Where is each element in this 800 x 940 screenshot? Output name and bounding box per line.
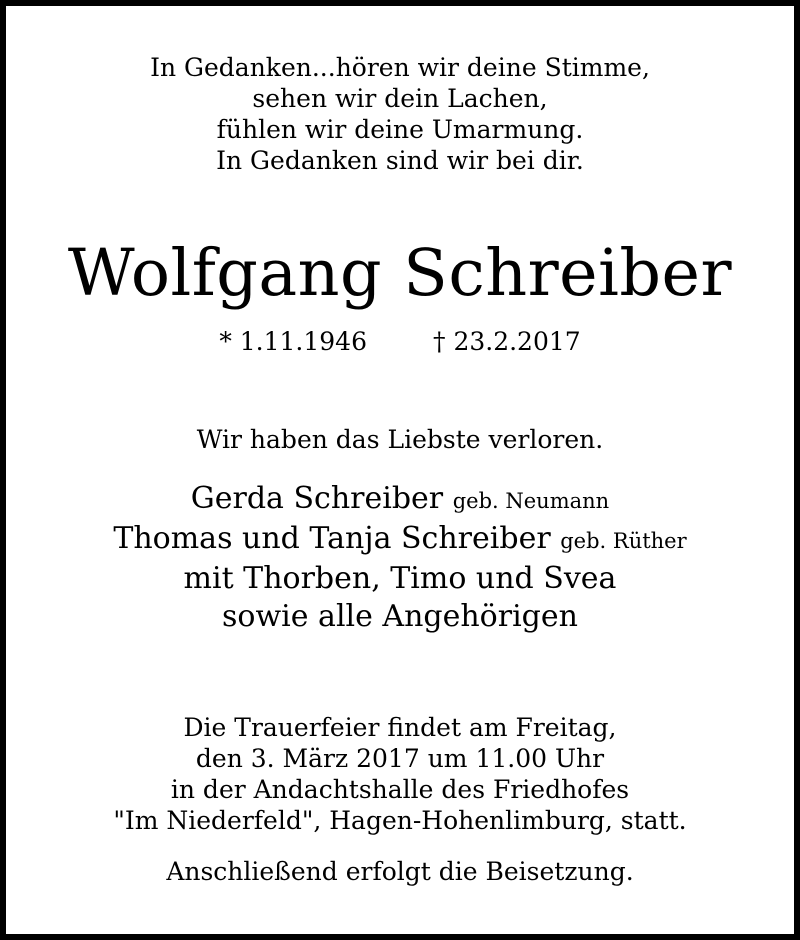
- obituary-notice: [6, 6, 794, 934]
- service-line: Die Trauerfeier findet am Freitag,: [183, 713, 617, 742]
- death-date: † 23.2.2017: [433, 327, 581, 356]
- service-line: "Im Niederfeld", Hagen-Hohenlimburg, statt.: [113, 806, 687, 835]
- poem-line: In Gedanken...hören wir deine Stimme,: [150, 53, 650, 82]
- mourner-line: [6, 520, 794, 560]
- life-dates: [6, 326, 794, 358]
- mourner-name: Gerda Schreiber: [190, 481, 444, 516]
- mourners-list: [6, 480, 794, 636]
- memorial-poem: [6, 52, 794, 176]
- burial-note: Anschließend erfolgt die Beisetzung.: [166, 857, 634, 886]
- mourner-name: Thomas und Tanja Schreiber: [113, 521, 551, 556]
- poem-line: sehen wir dein Lachen,: [252, 84, 548, 113]
- poem-line: fühlen wir deine Umarmung.: [216, 115, 584, 144]
- funeral-service-info: [6, 712, 794, 836]
- poem-line: In Gedanken sind wir bei dir.: [216, 146, 584, 175]
- birth-date: * 1.11.1946: [219, 327, 367, 356]
- mourner-line: [6, 480, 794, 520]
- mourner-line: sowie alle Angehörigen: [222, 599, 578, 634]
- deceased-name: Wolfgang Schreiber: [67, 236, 733, 311]
- service-line: in der Andachtshalle des Friedhofes: [170, 775, 630, 804]
- service-line: den 3. März 2017 um 11.00 Uhr: [195, 744, 605, 773]
- loss-statement: Wir haben das Liebste verloren.: [196, 425, 604, 454]
- maiden-name-note: geb. Rüther: [560, 529, 687, 553]
- maiden-name-note: geb. Neumann: [452, 489, 610, 513]
- mourner-line: mit Thorben, Timo und Svea: [183, 561, 617, 596]
